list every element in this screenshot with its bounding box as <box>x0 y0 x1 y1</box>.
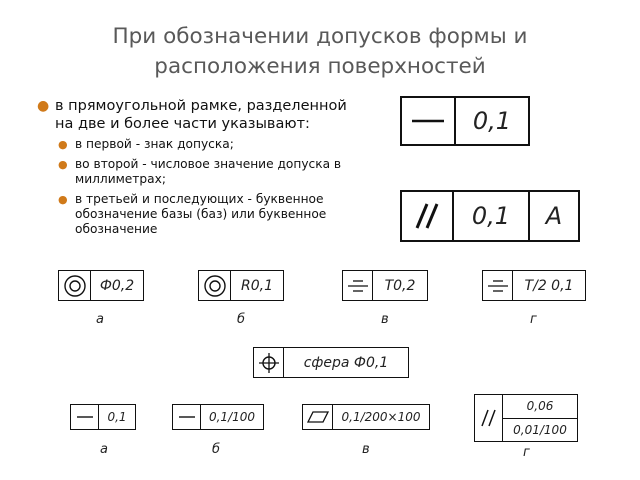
caption-d: г <box>523 445 530 460</box>
caption-b: б <box>237 312 246 327</box>
bullet-dot-icon: ● <box>58 138 68 151</box>
sub-bullet-text: в третьей и последующих - буквенное обозначение базы (баз) или буквенное обозначение <box>75 192 327 236</box>
sub-bullet-list <box>36 137 366 237</box>
tolerance-frame-parallelism <box>400 190 580 242</box>
frame-row1-d <box>482 270 586 301</box>
frame-row3-c <box>302 404 430 430</box>
caption-c: в <box>362 442 370 457</box>
caption-b: б <box>212 442 221 457</box>
caption-a: а <box>100 442 108 457</box>
tolerance-value-top: 0,06 <box>503 395 577 419</box>
bullet-dot-icon: ● <box>37 98 50 114</box>
sub-bullet-1 <box>36 137 366 152</box>
tolerance-value: 0,1 <box>472 107 512 135</box>
tolerance-frame-straightness <box>400 96 530 146</box>
flatness-parallelogram-icon <box>303 405 333 429</box>
bullet-dot-icon: ● <box>58 193 68 206</box>
frame-row1-c <box>342 270 428 301</box>
concentric-circles-icon <box>199 271 231 300</box>
caption-c: в <box>381 312 389 327</box>
straightness-line-icon <box>173 405 201 429</box>
tolerance-value: Ф0,2 <box>99 277 135 294</box>
sub-bullet-text: во второй - числовое значение допуска в миллиметрах; <box>75 157 342 186</box>
straightness-line-icon <box>402 98 456 144</box>
sub-bullet-text: в первой - знак допуска; <box>75 137 234 151</box>
tolerance-value-bottom: 0,01/100 <box>513 422 567 437</box>
frame-row3-a <box>70 404 136 430</box>
sub-bullet-3 <box>36 192 366 237</box>
symmetry-icon <box>483 271 513 300</box>
caption-a: а <box>96 312 104 327</box>
bullet-dot-icon: ● <box>58 158 68 171</box>
stacked-values <box>503 395 577 441</box>
tolerance-value: сфера Ф0,1 <box>303 354 389 371</box>
tolerance-value: 0,1/200×100 <box>341 410 421 424</box>
tolerance-value: T/2 0,1 <box>524 277 574 294</box>
parallelism-icon <box>402 192 454 240</box>
tolerance-value: R0,1 <box>241 277 273 294</box>
position-crosshair-icon <box>254 348 284 377</box>
frame-row1-a <box>58 270 144 301</box>
bullet-list <box>36 98 366 262</box>
frame-row3-d <box>474 394 578 442</box>
frame-row1-b <box>198 270 284 301</box>
bullet-main <box>36 98 366 133</box>
sub-bullet-2 <box>36 157 366 187</box>
concentric-circles-icon <box>59 271 91 300</box>
tolerance-value: 0,1 <box>454 192 530 240</box>
frame-row3-b <box>172 404 264 430</box>
slide-title: При обозначении допусков формы и расположения поверхностей <box>112 24 528 79</box>
caption-d: г <box>530 312 537 327</box>
parallelism-icon <box>475 395 503 441</box>
base-letter: А <box>545 202 563 230</box>
tolerance-value: 0,1/100 <box>208 410 256 424</box>
straightness-line-icon <box>71 405 99 429</box>
tolerance-value: T0,2 <box>384 277 416 294</box>
symmetry-icon <box>343 271 373 300</box>
tolerance-value: 0,1 <box>107 410 127 424</box>
bullet-main-text: в прямоугольной рамке, разделенной на две и более части указывают: <box>55 98 347 132</box>
frame-sphere <box>253 347 409 378</box>
